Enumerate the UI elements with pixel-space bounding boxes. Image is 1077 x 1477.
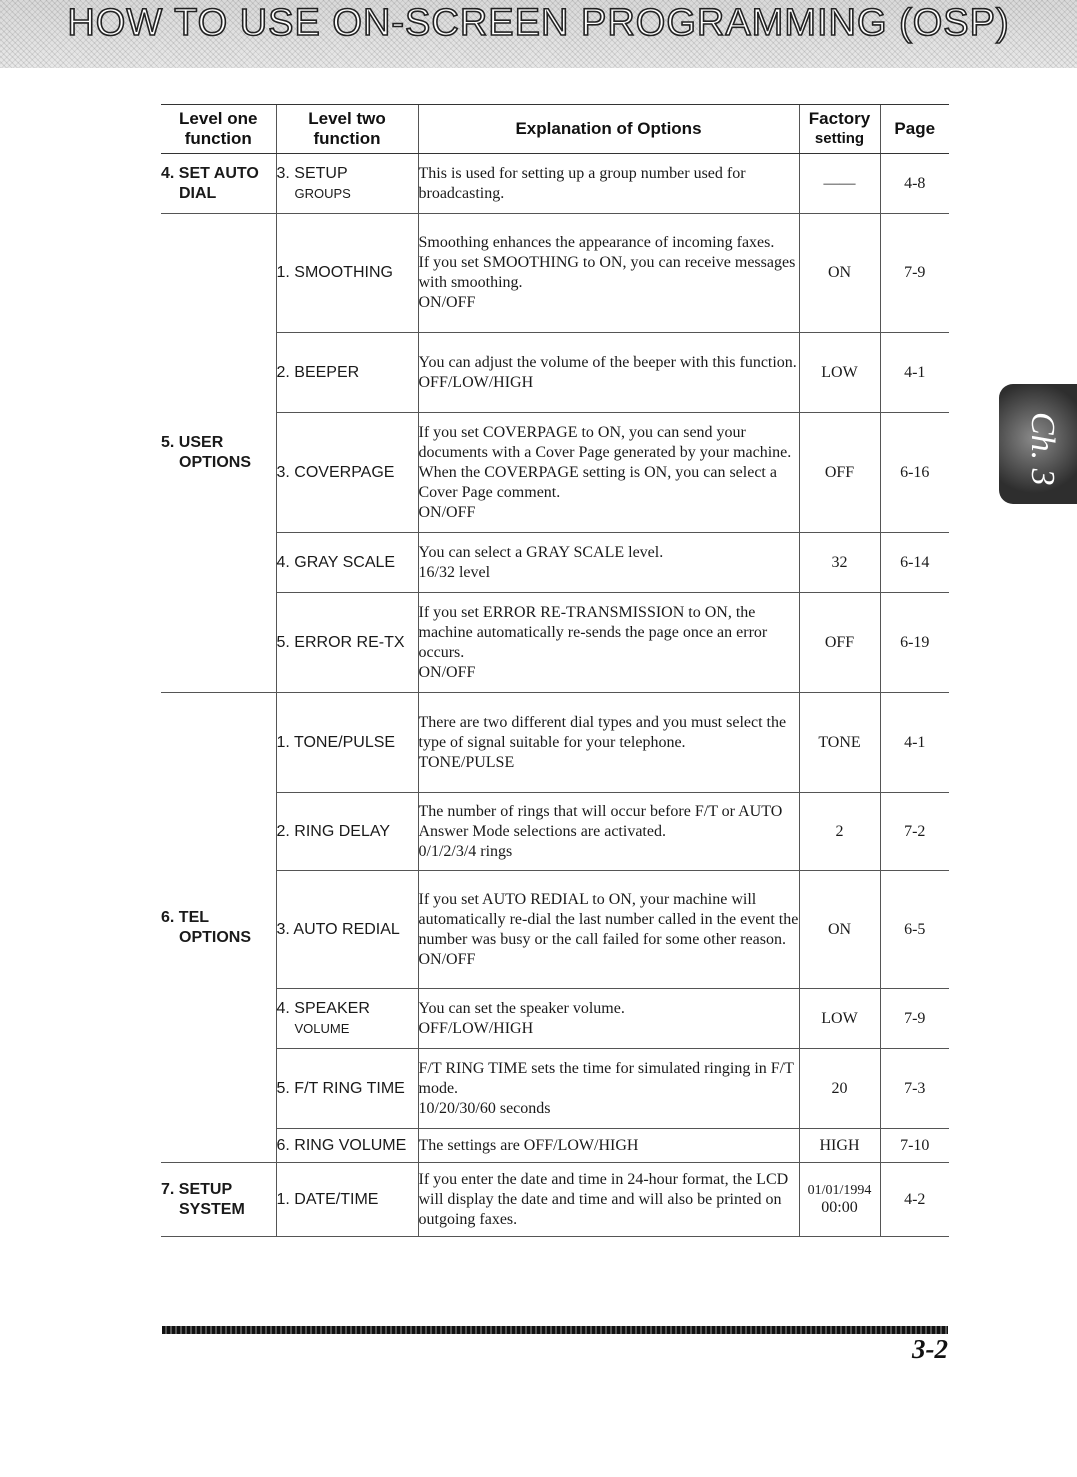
level-one-label: 7. SETUP [161,1180,233,1198]
explanation-cell [418,1049,799,1129]
table-row [161,989,949,1049]
level-two-cell [276,413,418,533]
explanation-text: 10/20/30/60 seconds [418,1099,551,1117]
factory-setting-cell [799,593,880,693]
table-row [161,1129,949,1163]
explanation-text: If you set AUTO REDIAL to ON, your machine will automatically re-dial the last number called in the event the number was busy or the call failed for some other reason. [418,890,799,948]
osp-options-table [161,104,949,1237]
level-two-cell [276,989,418,1049]
explanation-text: 16/32 level [418,563,491,581]
factory-setting-cell [799,413,880,533]
explanation-text: Smoothing enhances the appearance of incoming faxes. [418,234,775,251]
explanation-text: ON/OFF [418,950,476,968]
factory-setting-cell [799,871,880,989]
factory-setting-value: 01/01/1994 [807,1182,872,1198]
factory-setting-cell [799,989,880,1049]
factory-setting-value: HIGH [819,1136,860,1154]
explanation-text: You can adjust the volume of the beeper with this function. [418,353,797,371]
level-one-label: OPTIONS [179,928,252,946]
explanation-text: ON/OFF [418,663,476,681]
factory-setting-cell [799,533,880,593]
explanation-text: ON/OFF [418,294,476,311]
explanation-cell [418,871,799,989]
factory-setting-value: 2 [835,822,844,840]
level-two-label: GROUPS [294,185,351,201]
factory-setting-cell [799,214,880,333]
level-one-cell [161,154,276,214]
explanation-text: If you set COVERPAGE to ON, you can send your documents with a Cover Page generated by your machine. When the COVERPAGE setting is ON, you can select a Cover Page comment. [418,423,792,501]
page-ref: 7-3 [880,1049,949,1129]
level-one-label: 6. TEL [161,908,210,926]
footer-rule [162,1326,948,1334]
level-two-label: 5. ERROR RE-TX [276,633,405,651]
explanation-cell [418,154,799,214]
level-two-label: 1. SMOOTHING [276,264,393,281]
explanation-text: This is used for setting up a group number used for broadcasting. [418,164,746,202]
explanation-text: If you set SMOOTHING to ON, you can receive messages with smoothing. [418,254,796,291]
factory-setting-cell [799,1049,880,1129]
header-page: Page [880,105,949,154]
explanation-cell [418,533,799,593]
level-two-label: VOLUME [294,1020,350,1036]
factory-setting-cell [799,154,880,214]
page-title: HOW TO USE ON-SCREEN PROGRAMMING (OSP) [67,2,1010,44]
table-row [161,413,949,533]
factory-setting-cell [799,333,880,413]
level-two-label: 4. GRAY SCALE [276,553,396,571]
explanation-cell [418,214,799,333]
table-body [161,154,949,1237]
factory-setting-value: OFF [824,633,855,651]
explanation-text: F/T RING TIME sets the time for simulated ringing in F/T mode. [418,1059,794,1097]
level-two-label: 3. AUTO REDIAL [276,920,400,938]
explanation-text: OFF/LOW/HIGH [418,373,534,391]
page-ref: 7-2 [880,793,949,871]
explanation-text: There are two different dial types and you must select the type of signal suitable for your telephone. [418,713,787,751]
level-one-cell [161,1163,276,1237]
chapter-tab [999,384,1077,504]
table-row [161,533,949,593]
level-two-label: 3. SETUP [276,164,348,182]
level-two-cell [276,214,418,333]
level-two-cell [276,154,418,214]
factory-setting-value: 00:00 [821,1198,858,1216]
level-two-cell [276,1163,418,1237]
level-one-label: SYSTEM [179,1200,245,1218]
factory-setting-value: —— [823,174,856,192]
header-level-one: Level one function [161,105,276,154]
level-two-label: 1. TONE/PULSE [276,733,396,751]
explanation-text: TONE/PULSE [418,753,515,771]
explanation-text: 0/1/2/3/4 rings [418,842,513,860]
page-ref: 4-1 [880,333,949,413]
factory-setting-value: ON [827,264,852,281]
level-two-label: 2. RING DELAY [276,822,391,840]
level-two-cell [276,693,418,793]
level-two-cell [276,593,418,693]
page-ref: 4-8 [880,154,949,214]
explanation-cell [418,593,799,693]
page-ref: 4-1 [880,693,949,793]
page-ref: 7-9 [880,989,949,1049]
table-row [161,593,949,693]
table-row [161,1049,949,1129]
factory-setting-cell [799,1163,880,1237]
table-row [161,333,949,413]
page-ref: 6-16 [880,413,949,533]
explanation-cell [418,413,799,533]
explanation-text: If you set ERROR RE-TRANSMISSION to ON, the machine automatically re-sends the page once an error occurs. [418,603,768,661]
table-row [161,871,949,989]
page-ref: 7-9 [880,214,949,333]
explanation-text: You can set the speaker volume. [418,999,625,1017]
level-two-label: 5. F/T RING TIME [276,1079,405,1097]
level-two-cell [276,1129,418,1163]
level-one-label: 4. SET AUTO [161,164,259,182]
title-banner [0,0,1077,68]
chapter-tab-label: Ch. 3 [1024,412,1061,486]
explanation-text: If you enter the date and time in 24-hour format, the LCD will display the date and time and will also be printed on outgoing faxes. [418,1170,789,1228]
table-row [161,214,949,333]
table-header-row [161,105,949,154]
factory-setting-value: LOW [821,363,858,381]
level-one-label: DIAL [179,184,217,202]
page-number: 3-2 [912,1334,948,1364]
table-row [161,693,949,793]
explanation-cell [418,333,799,413]
level-two-label: 6. RING VOLUME [276,1136,407,1154]
level-one-label: OPTIONS [179,454,252,471]
header-level-two: Level two function [276,105,418,154]
level-two-cell [276,533,418,593]
explanation-text: OFF/LOW/HIGH [418,1019,534,1037]
page-ref: 4-2 [880,1163,949,1237]
level-two-cell [276,871,418,989]
factory-setting-cell [799,793,880,871]
level-two-cell [276,1049,418,1129]
table-row [161,793,949,871]
page-ref: 6-19 [880,593,949,693]
factory-setting-cell [799,693,880,793]
page-ref: 6-14 [880,533,949,593]
level-two-label: 3. COVERPAGE [276,463,395,481]
level-two-cell [276,793,418,871]
explanation-cell [418,1163,799,1237]
factory-setting-value: LOW [821,1009,858,1027]
explanation-cell [418,793,799,871]
page-ref: 7-10 [880,1129,949,1163]
level-two-label: 2. BEEPER [276,363,360,381]
level-two-label: 4. SPEAKER [276,999,370,1017]
explanation-cell [418,989,799,1049]
level-two-label: 1. DATE/TIME [276,1190,379,1208]
factory-setting-value: 32 [831,553,848,571]
header-factory-setting: Factory setting [799,105,880,154]
level-one-cell [161,693,276,1163]
header-explanation: Explanation of Options [418,105,799,154]
table-row [161,154,949,214]
table-row [161,1163,949,1237]
explanation-text: The settings are OFF/LOW/HIGH [418,1136,639,1154]
level-two-cell [276,333,418,413]
factory-setting-cell [799,1129,880,1163]
explanation-cell [418,1129,799,1163]
explanation-cell [418,693,799,793]
explanation-text: You can select a GRAY SCALE level. [418,543,664,561]
page-ref: 6-5 [880,871,949,989]
factory-setting-value: 20 [831,1079,848,1097]
explanation-text: The number of rings that will occur before F/T or AUTO Answer Mode selections are activated. [418,802,783,840]
explanation-text: ON/OFF [418,503,476,521]
level-one-label: 5. USER [161,434,224,451]
factory-setting-value: ON [827,920,852,938]
level-one-cell [161,214,276,693]
factory-setting-value: OFF [824,463,855,481]
factory-setting-value: TONE [818,733,861,751]
